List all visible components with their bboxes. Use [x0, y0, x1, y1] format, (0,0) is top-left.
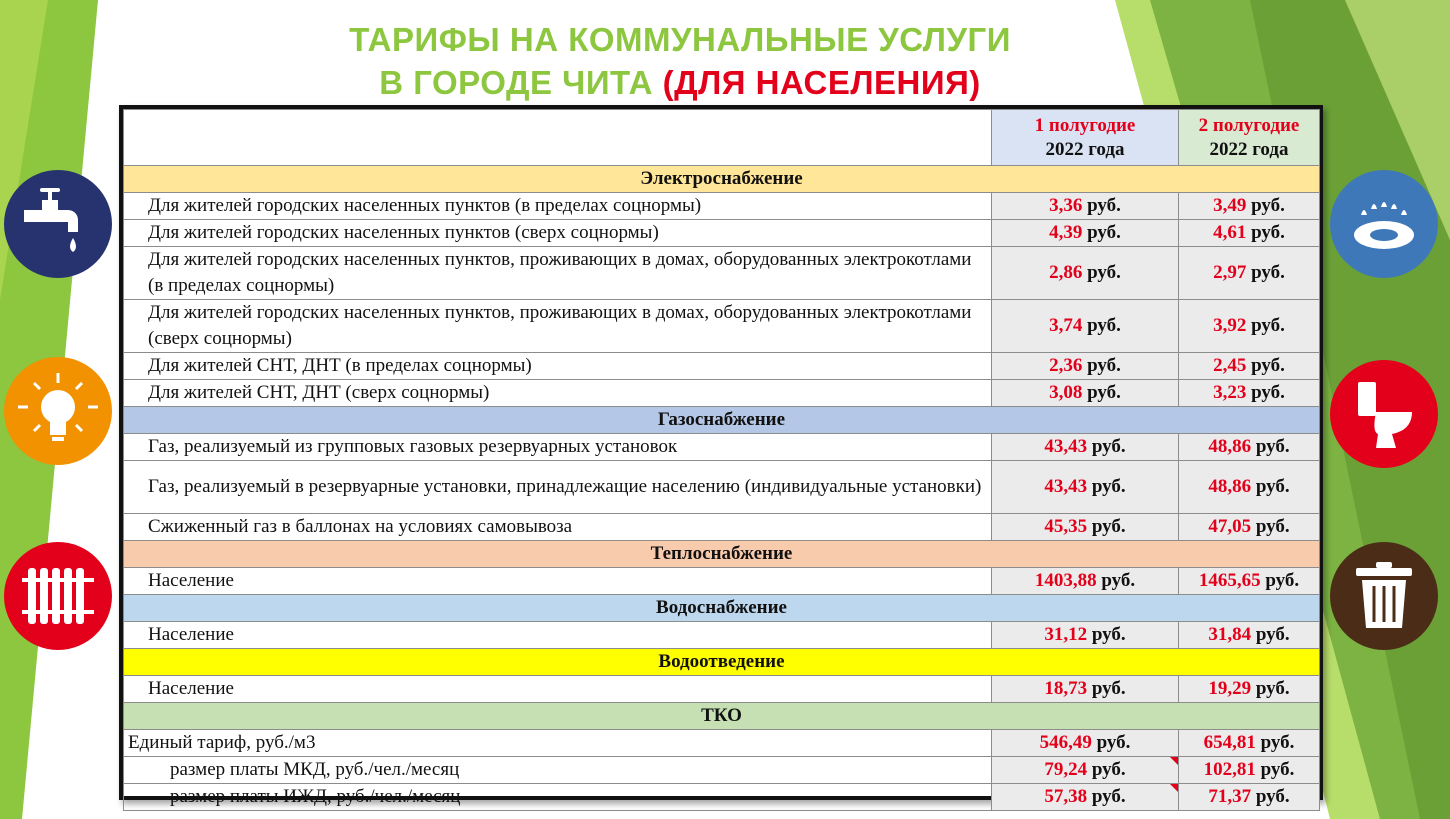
tariff-table: [119, 105, 1323, 807]
value-number: 3,08: [1049, 382, 1083, 403]
value-half-1: [992, 568, 1179, 595]
value-unit: руб.: [1091, 732, 1131, 753]
value-unit: руб.: [1246, 382, 1285, 403]
value-unit: руб.: [1246, 195, 1285, 216]
section-title: Теплоснабжение: [124, 541, 1320, 568]
value-number: 43,43: [1044, 476, 1088, 497]
value-number: 2,97: [1213, 262, 1247, 283]
value-half-2: [1179, 514, 1320, 541]
row-label: Для жителей городских населенных пунктов (сверх соцнормы): [124, 220, 992, 247]
header-half-1: [992, 110, 1179, 166]
value-half-1: [992, 461, 1179, 514]
row-label: Население: [124, 622, 992, 649]
value-number: 79,24: [1044, 759, 1088, 780]
value-number: 654,81: [1203, 732, 1256, 753]
table-row: [124, 434, 1320, 461]
value-unit: руб.: [1082, 355, 1121, 376]
value-number: 3,74: [1049, 315, 1083, 336]
trash-bin-icon: [1330, 542, 1438, 650]
value-half-1: [992, 380, 1179, 407]
value-number: 102,81: [1203, 759, 1256, 780]
value-half-2: [1179, 461, 1320, 514]
value-number: 47,05: [1208, 516, 1252, 537]
value-unit: руб.: [1082, 262, 1121, 283]
section-title: Газоснабжение: [124, 407, 1320, 434]
value-half-1: [992, 193, 1179, 220]
value-unit: руб.: [1082, 382, 1121, 403]
value-number: 546,49: [1039, 732, 1092, 753]
value-unit: руб.: [1082, 195, 1121, 216]
value-half-1: [992, 676, 1179, 703]
row-label: Для жителей СНТ, ДНТ (сверх соцнормы): [124, 380, 992, 407]
table-row: [124, 730, 1320, 757]
header-empty-cell: [124, 110, 992, 166]
row-label: размер платы МКД, руб./чел./месяц: [124, 757, 992, 784]
value-unit: руб.: [1246, 262, 1285, 283]
value-number: 1465,65: [1198, 570, 1261, 591]
value-half-2: [1179, 730, 1320, 757]
value-unit: руб.: [1087, 786, 1126, 807]
value-number: 2,86: [1049, 262, 1083, 283]
value-half-1: [992, 220, 1179, 247]
section-title: ТКО: [124, 703, 1320, 730]
value-number: 3,49: [1213, 195, 1247, 216]
value-half-1: [992, 622, 1179, 649]
value-number: 4,39: [1049, 222, 1083, 243]
page-title-line-2: [200, 63, 1160, 103]
value-unit: руб.: [1255, 732, 1295, 753]
value-unit: руб.: [1251, 436, 1290, 457]
value-number: 2,45: [1213, 355, 1247, 376]
value-half-1: [992, 514, 1179, 541]
value-number: 31,12: [1044, 624, 1088, 645]
gas-burner-icon: [1330, 170, 1438, 278]
table-row: [124, 784, 1320, 811]
title-city: В ГОРОДЕ ЧИТА: [379, 64, 663, 101]
value-number: 45,35: [1044, 516, 1088, 537]
value-unit: руб.: [1246, 315, 1285, 336]
value-number: 2,36: [1049, 355, 1083, 376]
value-number: 31,84: [1208, 624, 1252, 645]
value-number: 57,38: [1044, 786, 1088, 807]
row-label: Для жителей городских населенных пунктов, проживающих в домах, оборудованных электрокотлами (сверх соцнормы): [124, 300, 992, 353]
table-row: [124, 676, 1320, 703]
header-half-2-year: 2022 года: [1209, 138, 1289, 160]
row-label: Для жителей городских населенных пунктов, проживающих в домах, оборудованных электрокотлами (в пределах соцнормы): [124, 247, 992, 300]
value-unit: руб.: [1251, 516, 1290, 537]
value-half-2: [1179, 353, 1320, 380]
row-label: Для жителей СНТ, ДНТ (в пределах соцнормы): [124, 353, 992, 380]
value-unit: руб.: [1251, 786, 1290, 807]
value-number: 3,23: [1213, 382, 1247, 403]
value-unit: руб.: [1087, 476, 1126, 497]
value-half-1: [992, 784, 1179, 811]
value-half-2: [1179, 757, 1320, 784]
value-half-2: [1179, 247, 1320, 300]
table-row: [124, 193, 1320, 220]
value-unit: руб.: [1082, 222, 1121, 243]
row-label: Сжиженный газ в баллонах на условиях самовывоза: [124, 514, 992, 541]
row-label: размер платы ИЖД, руб./чел./месяц: [124, 784, 992, 811]
table-row: [124, 461, 1320, 514]
page-title-line-1: ТАРИФЫ НА КОММУНАЛЬНЫЕ УСЛУГИ: [349, 21, 1011, 58]
row-label: Газ, реализуемый из групповых газовых резервуарных установок: [124, 434, 992, 461]
table-row: [124, 353, 1320, 380]
value-half-1: [992, 300, 1179, 353]
value-number: 43,43: [1044, 436, 1088, 457]
value-unit: руб.: [1087, 759, 1126, 780]
value-unit: руб.: [1246, 355, 1285, 376]
value-unit: руб.: [1246, 222, 1285, 243]
section-title: Электроснабжение: [124, 166, 1320, 193]
header-half-1-label: 1 полугодие: [1034, 114, 1136, 136]
water-tap-icon: [4, 170, 112, 278]
row-label: Единый тариф, руб./м3: [124, 730, 992, 757]
section-row: [124, 649, 1320, 676]
header-half-2-label: 2 полугодие: [1198, 114, 1300, 136]
radiator-icon: [4, 542, 112, 650]
table-row: [124, 220, 1320, 247]
table-row: [124, 757, 1320, 784]
section-row: [124, 595, 1320, 622]
value-unit: руб.: [1251, 678, 1290, 699]
header-half-1-year: 2022 года: [1045, 138, 1125, 160]
section-row: [124, 541, 1320, 568]
table-row: [124, 514, 1320, 541]
title-highlight: (ДЛЯ НАСЕЛЕНИЯ): [662, 64, 981, 101]
value-number: 48,86: [1208, 476, 1252, 497]
row-label: Население: [124, 676, 992, 703]
value-unit: руб.: [1251, 624, 1290, 645]
value-half-2: [1179, 568, 1320, 595]
value-number: 18,73: [1044, 678, 1088, 699]
table-row: [124, 622, 1320, 649]
value-half-1: [992, 247, 1179, 300]
value-unit: руб.: [1087, 516, 1126, 537]
value-half-2: [1179, 380, 1320, 407]
value-half-2: [1179, 676, 1320, 703]
value-unit: руб.: [1082, 315, 1121, 336]
value-number: 4,61: [1213, 222, 1247, 243]
section-title: Водоснабжение: [124, 595, 1320, 622]
value-unit: руб.: [1087, 678, 1126, 699]
row-label: Для жителей городских населенных пунктов (в пределах соцнормы): [124, 193, 992, 220]
value-unit: руб.: [1260, 570, 1300, 591]
value-unit: руб.: [1087, 624, 1126, 645]
table-row: [124, 300, 1320, 353]
toilet-icon: [1330, 360, 1438, 468]
value-number: 19,29: [1208, 678, 1252, 699]
value-half-2: [1179, 193, 1320, 220]
value-unit: руб.: [1087, 436, 1126, 457]
row-label: Население: [124, 568, 992, 595]
value-half-1: [992, 434, 1179, 461]
table-row: [124, 380, 1320, 407]
value-half-2: [1179, 622, 1320, 649]
value-half-2: [1179, 300, 1320, 353]
table-row: [124, 568, 1320, 595]
section-row: [124, 703, 1320, 730]
header-half-2: [1179, 110, 1320, 166]
row-label: Газ, реализуемый в резервуарные установки, принадлежащие населению (индивидуальные установки): [124, 461, 992, 514]
value-number: 48,86: [1208, 436, 1252, 457]
value-half-1: [992, 757, 1179, 784]
value-unit: руб.: [1255, 759, 1295, 780]
value-number: 3,92: [1213, 315, 1247, 336]
table-row: [124, 247, 1320, 300]
value-half-2: [1179, 220, 1320, 247]
value-number: 1403,88: [1034, 570, 1097, 591]
value-half-1: [992, 353, 1179, 380]
light-bulb-icon: [4, 357, 112, 465]
value-unit: руб.: [1251, 476, 1290, 497]
value-half-2: [1179, 784, 1320, 811]
value-number: 71,37: [1208, 786, 1252, 807]
value-number: 3,36: [1049, 195, 1083, 216]
value-unit: руб.: [1096, 570, 1136, 591]
value-half-1: [992, 730, 1179, 757]
value-half-2: [1179, 434, 1320, 461]
section-row: [124, 407, 1320, 434]
section-row: [124, 166, 1320, 193]
section-title: Водоотведение: [124, 649, 1320, 676]
